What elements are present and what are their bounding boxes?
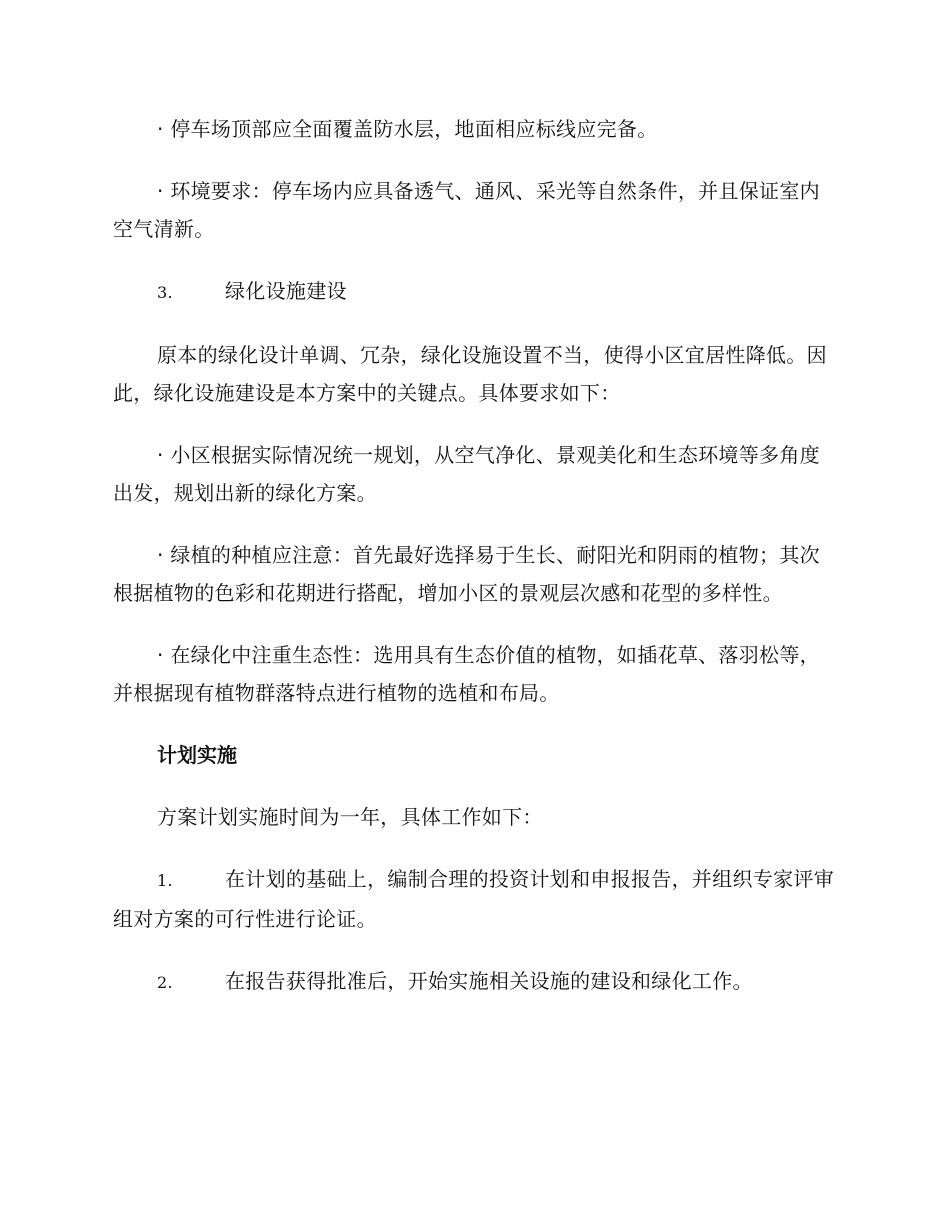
- paragraph-greening-intro: 原本的绿化设计单调、冗杂，绿化设施设置不当，使得小区宜居性降低。因此，绿化设施建设是本方案中的关键点。具体要求如下：: [113, 343, 827, 405]
- item-number: 3.: [157, 283, 173, 302]
- paragraph-ecology: · 在绿化中注重生态性：选用具有生态价值的植物，如插花草、落羽松等，并根据现有植物群落特点进行植物的选植和布局。: [113, 643, 820, 705]
- section-heading: 计划实施: [157, 743, 237, 767]
- item-text: 在报告获得批准后，开始实施相关设施的建设和绿化工作。: [225, 969, 753, 993]
- item-text: 绿化设施建设: [225, 279, 347, 303]
- numbered-item-2: [113, 962, 835, 1002]
- numbered-item-1: [113, 860, 835, 938]
- paragraph-roof-waterproof: · 停车场顶部应全面覆盖防水层，地面相应标线应完备。: [157, 117, 658, 141]
- paragraph-plan-timeline: 方案计划实施时间为一年，具体工作如下：: [157, 805, 543, 829]
- item-number: 1.: [157, 871, 173, 890]
- document-page: [113, 110, 835, 1026]
- item-text: 在计划的基础上，编制合理的投资计划和申报报告，并组织专家评审组对方案的可行性进行论证。: [113, 867, 834, 931]
- numbered-item-3: [113, 272, 835, 312]
- paragraph-environment-requirements: · 环境要求：停车场内应具备透气、通风、采光等自然条件，并且保证室内空气清新。: [113, 179, 820, 241]
- paragraph-unified-planning: · 小区根据实际情况统一规划，从空气净化、景观美化和生态环境等多角度出发，规划出新的绿化方案。: [113, 443, 820, 505]
- item-number: 2.: [157, 973, 173, 992]
- paragraph-planting-notes: · 绿植的种植应注意：首先最好选择易于生长、耐阳光和阴雨的植物；其次根据植物的色彩和花期进行搭配，增加小区的景观层次感和花型的多样性。: [113, 543, 820, 605]
